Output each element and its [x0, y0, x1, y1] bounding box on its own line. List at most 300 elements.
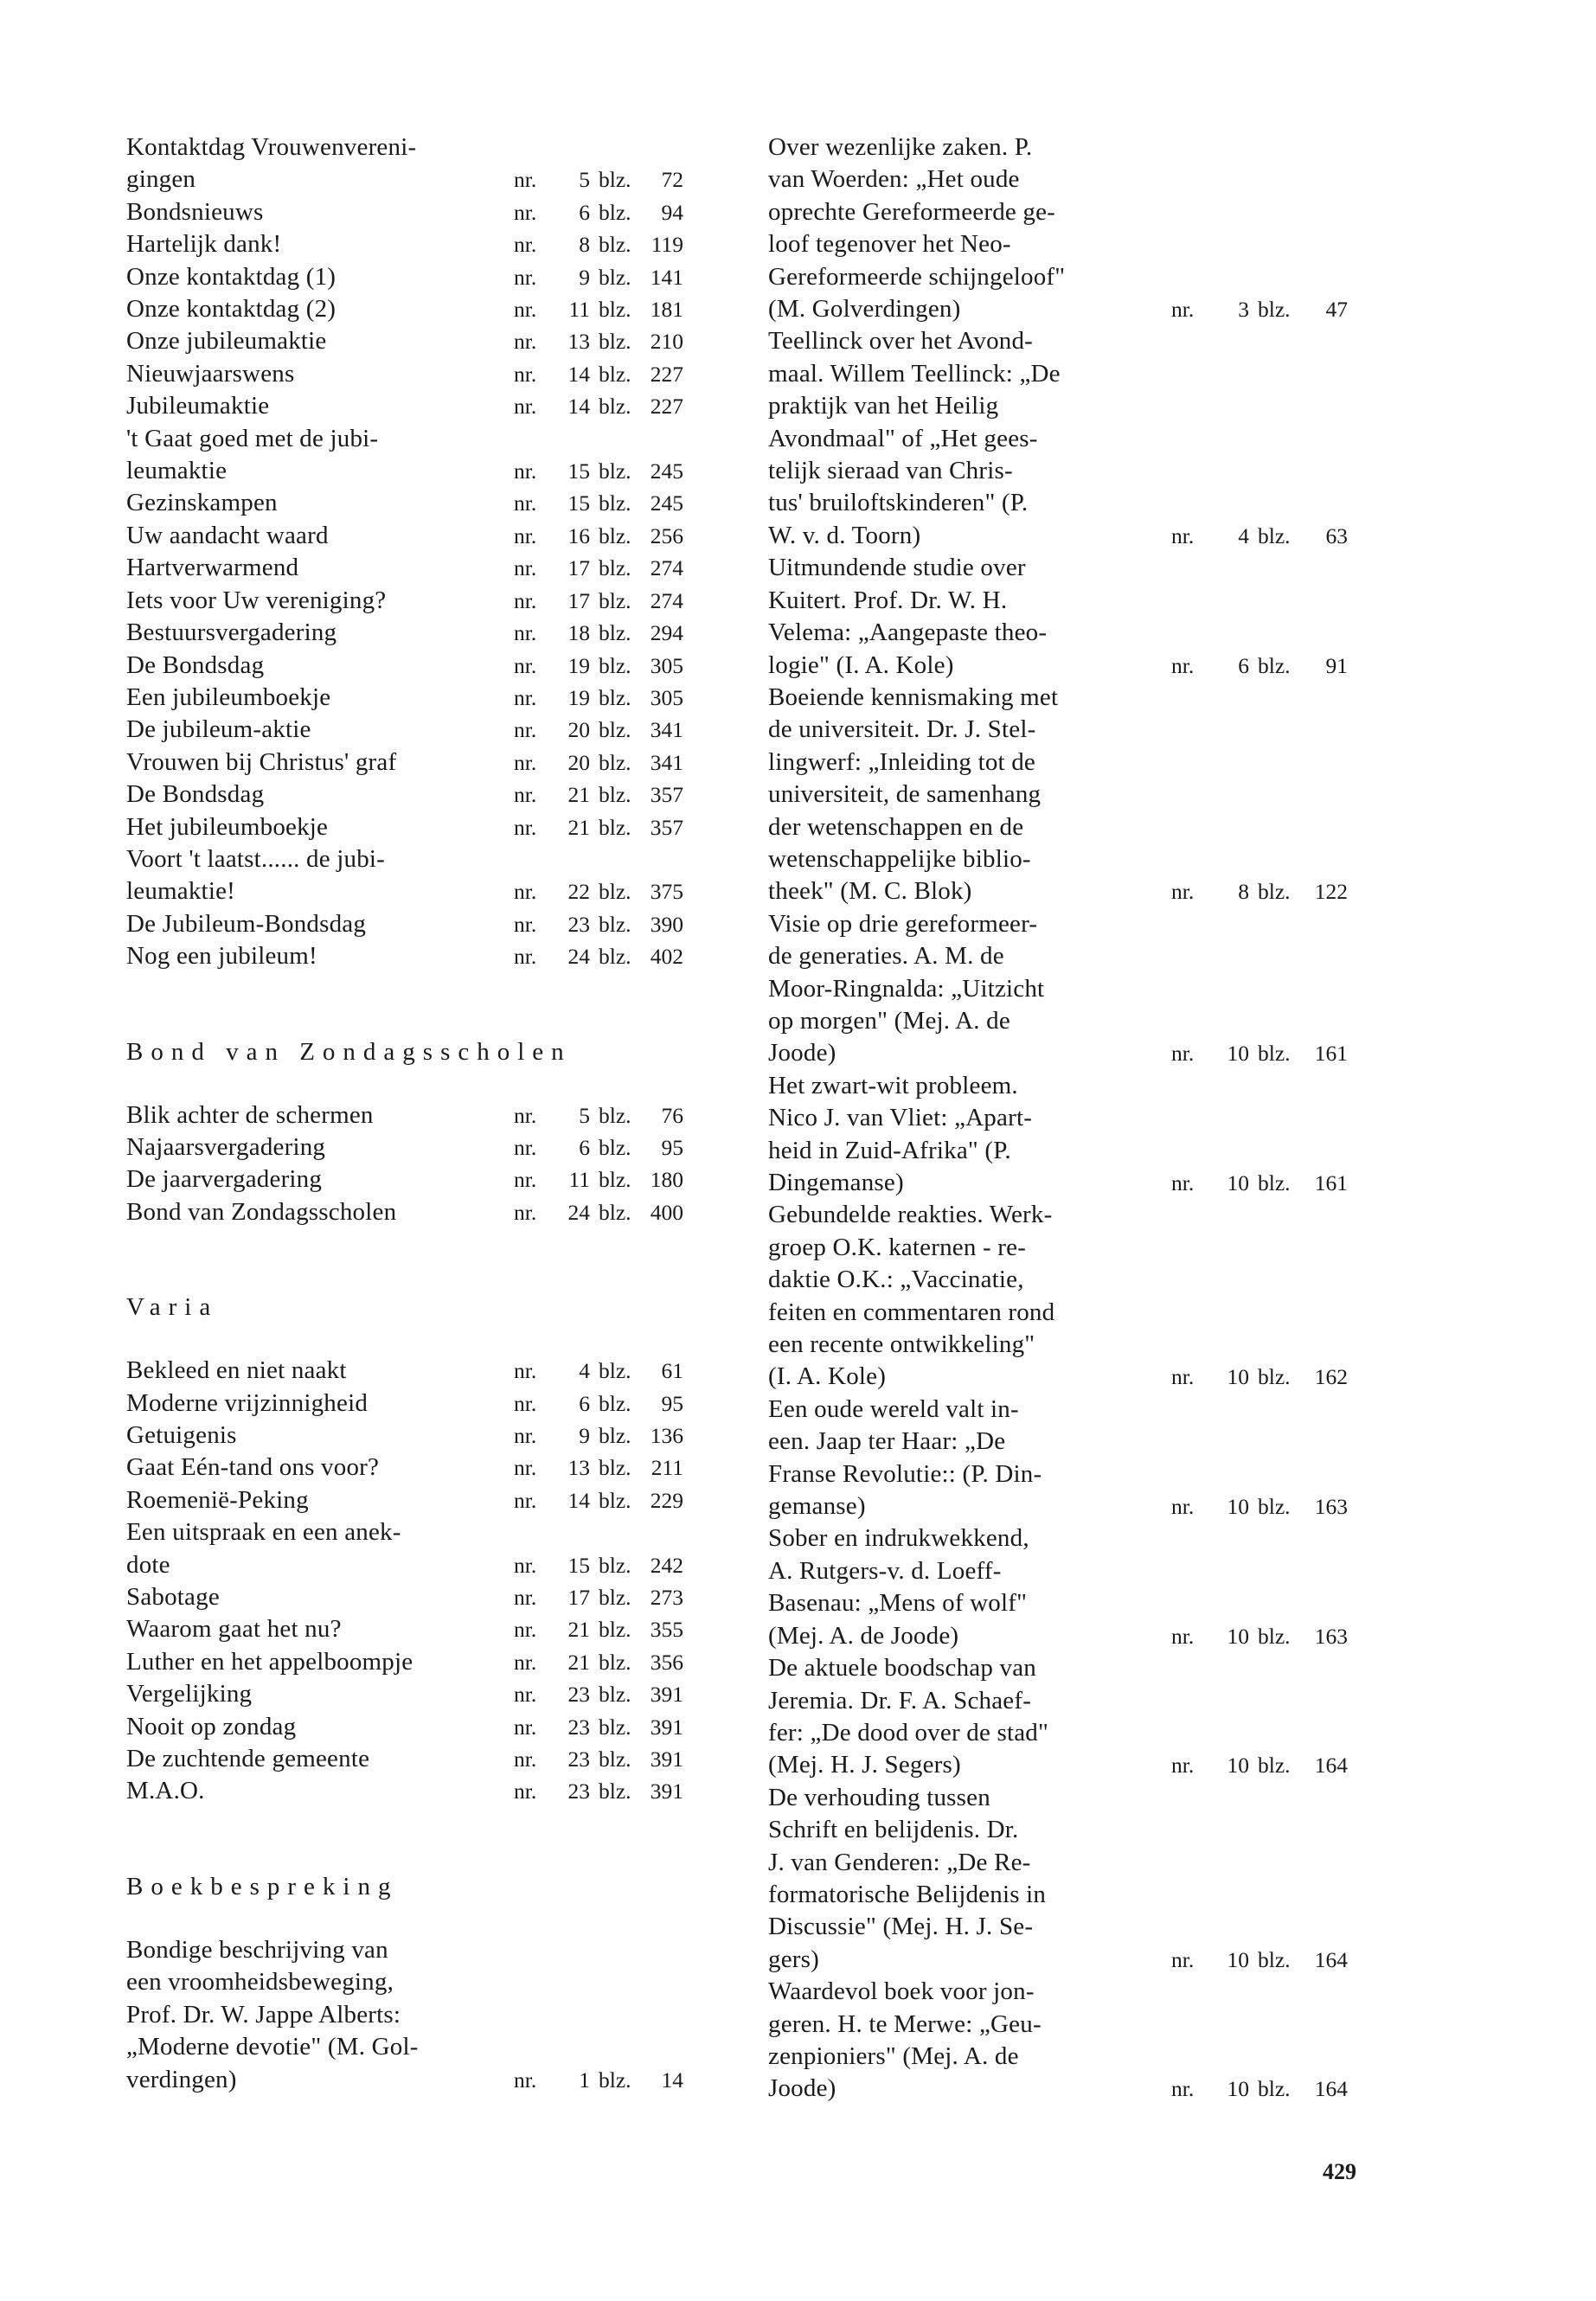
entry-title: Uitmundende studie over Kuitert. Prof. Dr. W. H. Velema: „Aangepaste theo- logie" (I. A. Kole) — [768, 554, 1048, 679]
page-ref: 162 — [1314, 1364, 1348, 1390]
entry-reference — [514, 358, 683, 390]
page-label: blz. — [599, 749, 631, 775]
entry-title: Waarom gaat het nu? — [126, 1615, 342, 1644]
issue-number: 23 — [567, 911, 590, 937]
issue-label: nr. — [1171, 652, 1195, 678]
page-ref: 256 — [650, 522, 683, 548]
issue-label: nr. — [1171, 879, 1195, 905]
issue-label: nr. — [514, 717, 537, 743]
issue-label: nr. — [514, 1487, 537, 1513]
page-ref: 91 — [1325, 652, 1348, 678]
entry-reference — [1171, 1167, 1348, 1199]
entry-reference — [514, 1613, 683, 1645]
index-entry — [768, 131, 1348, 325]
issue-number: 10 — [1227, 1170, 1249, 1195]
index-entry — [768, 1199, 1348, 1393]
entry-title: Nog een jubileum! — [126, 942, 317, 971]
entry-title: M.A.O. — [126, 1777, 205, 1805]
issue-label: nr. — [514, 1134, 537, 1160]
page-label: blz. — [1258, 1623, 1291, 1649]
page-ref: 94 — [661, 199, 683, 225]
entry-title: Onze jubileumaktie — [126, 327, 327, 356]
entry-reference — [514, 940, 683, 972]
entry-reference — [514, 552, 683, 584]
page-label: blz. — [599, 1102, 631, 1128]
page-ref: 341 — [650, 717, 683, 743]
issue-number: 18 — [567, 620, 590, 646]
issue-label: nr. — [514, 167, 537, 193]
entry-reference — [514, 1743, 683, 1775]
page-label: blz. — [1258, 297, 1291, 323]
entry-reference — [514, 228, 683, 260]
page-label: blz. — [599, 1134, 631, 1160]
issue-label: nr. — [514, 361, 537, 387]
index-entry — [126, 131, 683, 196]
page-label: blz. — [599, 1747, 631, 1772]
entry-title: Luther en het appelboompje — [126, 1647, 413, 1676]
entry-reference — [514, 1549, 683, 1581]
index-entry — [126, 747, 683, 779]
index-entry — [126, 1099, 683, 1131]
page-ref: 305 — [650, 652, 683, 678]
page-ref: 402 — [650, 944, 683, 970]
issue-number: 20 — [567, 717, 590, 743]
index-entry — [126, 908, 683, 940]
entry-reference — [514, 1452, 683, 1484]
issue-label: nr. — [514, 1682, 537, 1708]
entry-reference — [514, 908, 683, 940]
issue-label: nr. — [514, 458, 537, 484]
page-label: blz. — [599, 717, 631, 743]
entry-reference — [514, 1484, 683, 1516]
issue-number: 8 — [1238, 879, 1249, 905]
entry-reference — [514, 163, 683, 195]
index-entry — [126, 1388, 683, 1420]
index-entry — [126, 811, 683, 843]
page-ref: 227 — [650, 394, 683, 420]
page-label: blz. — [599, 555, 631, 581]
entry-title: Bestuursvergadering — [126, 619, 337, 647]
entry-title: Bondsnieuws — [126, 197, 264, 226]
entry-title: De jaarvergadering — [126, 1165, 323, 1194]
page-label: blz. — [599, 394, 631, 420]
page-label: blz. — [599, 329, 631, 355]
issue-label: nr. — [1171, 1170, 1195, 1195]
issue-label: nr. — [514, 1390, 537, 1416]
entry-reference — [514, 390, 683, 422]
page-ref: 119 — [651, 232, 683, 258]
entry-reference — [1171, 875, 1348, 907]
page-label: blz. — [599, 879, 631, 905]
index-entry — [768, 1522, 1348, 1652]
issue-label: nr. — [514, 782, 537, 808]
index-entry — [126, 1355, 683, 1387]
index-entry — [126, 423, 683, 488]
page-ref: 294 — [650, 620, 683, 646]
issue-label: nr. — [514, 879, 537, 905]
section-heading: Boekbespreking — [126, 1872, 399, 1900]
page-label: blz. — [599, 587, 631, 613]
issue-number: 10 — [1227, 1494, 1249, 1520]
page-ref: 391 — [650, 1779, 683, 1804]
page-ref: 141 — [650, 264, 683, 290]
issue-label: nr. — [1171, 1753, 1195, 1779]
entry-title: De Bondsdag — [126, 780, 265, 809]
entry-reference — [1171, 2073, 1348, 2105]
entry-reference — [1171, 293, 1348, 325]
index-entry — [126, 390, 683, 422]
page-ref: 375 — [650, 879, 683, 905]
issue-number: 10 — [1227, 1041, 1249, 1067]
entry-reference — [514, 1355, 683, 1387]
issue-label: nr. — [514, 522, 537, 548]
page-label: blz. — [599, 1390, 631, 1416]
issue-number: 9 — [579, 264, 590, 290]
issue-label: nr. — [514, 620, 537, 646]
left-column — [126, 131, 683, 2096]
issue-number: 19 — [567, 684, 590, 710]
entry-reference — [514, 650, 683, 682]
entry-reference — [514, 1581, 683, 1613]
issue-number: 14 — [567, 1487, 590, 1513]
entry-reference — [1171, 1620, 1348, 1652]
index-entry — [126, 1163, 683, 1195]
issue-label: nr. — [1171, 297, 1195, 323]
page-label: blz. — [1258, 2076, 1291, 2102]
page-label: blz. — [599, 652, 631, 678]
page-ref: 391 — [650, 1682, 683, 1708]
issue-number: 6 — [579, 1390, 590, 1416]
issue-label: nr. — [1171, 1623, 1195, 1649]
issue-number: 15 — [567, 458, 590, 484]
issue-label: nr. — [514, 1552, 537, 1578]
entry-title: Gaat Eén-tand ons voor? — [126, 1453, 380, 1482]
page-ref: 391 — [650, 1747, 683, 1772]
entry-title: Het zwart-wit probleem. Nico J. van Vliet: „Apart- heid in Zuid-Afrika" (P. Dingemanse) — [768, 1071, 1033, 1196]
entry-reference — [514, 875, 683, 907]
index-entry — [768, 682, 1348, 908]
entry-reference — [514, 682, 683, 714]
entry-reference — [1171, 650, 1348, 682]
page-ref: 163 — [1314, 1494, 1348, 1520]
index-entry — [768, 1976, 1348, 2106]
page-ref: 357 — [650, 782, 683, 808]
issue-label: nr. — [1171, 2076, 1195, 2102]
issue-number: 3 — [1238, 297, 1249, 323]
page-ref: 357 — [650, 814, 683, 840]
entry-title: De Jubileum-Bondsdag — [126, 909, 367, 938]
issue-label: nr. — [514, 264, 537, 290]
page-ref: 180 — [650, 1167, 683, 1193]
issue-number: 24 — [567, 944, 590, 970]
page-label: blz. — [1258, 1753, 1291, 1779]
page-ref: 76 — [661, 1102, 683, 1128]
issue-number: 10 — [1227, 1946, 1249, 1972]
entry-title: Hartverwarmend — [126, 554, 299, 582]
issue-number: 10 — [1227, 1623, 1249, 1649]
entry-title: Onze kontaktdag (1) — [126, 262, 337, 291]
page-ref: 164 — [1314, 2076, 1348, 2102]
entry-reference — [514, 1388, 683, 1420]
index-entry — [126, 714, 683, 746]
entry-title: Roemenië-Peking — [126, 1485, 309, 1514]
index-entry — [126, 1420, 683, 1452]
entry-reference — [514, 1131, 683, 1163]
page-ref: 229 — [650, 1487, 683, 1513]
index-entry — [126, 1711, 683, 1743]
issue-label: nr. — [514, 1585, 537, 1611]
entry-title: Jubileumaktie — [126, 392, 270, 420]
index-entry — [768, 1394, 1348, 1523]
entry-title: Boeiende kennismaking met de universiteit. Dr. J. Stel- lingwerf: „Inleiding tot de universiteit, de samenhang der wetenschappen en de wetenschappelijke biblio- theek" (M. C. Blok) — [768, 683, 1059, 906]
page-label: blz. — [1258, 1041, 1291, 1067]
page-ref: 245 — [650, 490, 683, 516]
issue-number: 14 — [567, 394, 590, 420]
issue-number: 17 — [567, 587, 590, 613]
issue-number: 1 — [579, 2067, 590, 2093]
entry-title: Bond van Zondagsscholen — [126, 1197, 397, 1226]
page-ref: 163 — [1314, 1623, 1348, 1649]
issue-number: 15 — [567, 490, 590, 516]
issue-label: nr. — [514, 1617, 537, 1643]
entry-reference — [514, 1646, 683, 1678]
entry-title: Voort 't laatst...... de jubi- leumaktie! — [126, 844, 386, 906]
page-label: blz. — [1258, 1170, 1291, 1195]
entry-reference — [1171, 1037, 1348, 1069]
issue-number: 23 — [567, 1779, 590, 1804]
issue-number: 16 — [567, 522, 590, 548]
page-label: blz. — [599, 1714, 631, 1740]
entry-reference — [1171, 1944, 1348, 1976]
page-label: blz. — [1258, 1946, 1291, 1972]
page-label: blz. — [599, 1617, 631, 1643]
index-entry — [126, 843, 683, 908]
issue-label: nr. — [514, 232, 537, 258]
page-ref: 391 — [650, 1714, 683, 1740]
entry-title: De zuchtende gemeente — [126, 1745, 370, 1773]
issue-number: 13 — [567, 329, 590, 355]
issue-label: nr. — [514, 1199, 537, 1225]
issue-number: 8 — [579, 232, 590, 258]
entry-title: De jubileum-aktie — [126, 715, 311, 744]
issue-number: 11 — [568, 1167, 590, 1193]
index-entry — [126, 940, 683, 972]
issue-label: nr. — [514, 1358, 537, 1384]
issue-number: 22 — [567, 879, 590, 905]
issue-label: nr. — [514, 911, 537, 937]
page-label: blz. — [599, 1358, 631, 1384]
index-entry — [126, 325, 683, 357]
issue-number: 23 — [567, 1747, 590, 1772]
issue-label: nr. — [514, 490, 537, 516]
index-entry — [126, 779, 683, 811]
issue-number: 15 — [567, 1552, 590, 1578]
issue-label: nr. — [514, 555, 537, 581]
entry-title: Najaarsvergadering — [126, 1132, 326, 1161]
index-entry — [126, 293, 683, 325]
page-label: blz. — [599, 814, 631, 840]
page-ref: 305 — [650, 684, 683, 710]
page-label: blz. — [1258, 652, 1291, 678]
entry-title: Een uitspraak en een anek- dote — [126, 1518, 401, 1579]
issue-label: nr. — [514, 1167, 537, 1193]
page-ref: 245 — [650, 458, 683, 484]
entry-reference — [514, 617, 683, 649]
entry-reference — [514, 779, 683, 811]
page-ref: 14 — [661, 2067, 683, 2093]
issue-label: nr. — [514, 199, 537, 225]
page-label: blz. — [599, 1649, 631, 1675]
entry-title: Hartelijk dank! — [126, 230, 282, 259]
issue-number: 20 — [567, 749, 590, 775]
index-entry — [126, 196, 683, 228]
page-label: blz. — [599, 1682, 631, 1708]
entry-title: Gebundelde reakties. Werk- groep O.K. katernen - re- daktie O.K.: „Vaccinatie, feiten en commentaren rond een recente ontwikkeling" (I. A. Kole) — [768, 1201, 1055, 1391]
page-label: blz. — [1258, 522, 1291, 548]
issue-number: 21 — [567, 782, 590, 808]
page-ref: 274 — [650, 587, 683, 613]
page-ref: 161 — [1314, 1041, 1348, 1067]
index-entry — [126, 520, 683, 552]
issue-label: nr. — [1171, 1041, 1195, 1067]
issue-number: 10 — [1227, 1364, 1249, 1390]
page-ref: 95 — [661, 1134, 683, 1160]
index-entry — [126, 1934, 683, 2096]
page-label: blz. — [599, 1167, 631, 1193]
entry-title: Waardevol boek voor jon- geren. H. te Merwe: „Geu- zenpioniers" (Mej. A. de Joode) — [768, 1977, 1042, 2103]
page-label: blz. — [599, 944, 631, 970]
page-ref: 95 — [661, 1390, 683, 1416]
entry-title: Getuigenis — [126, 1421, 237, 1449]
index-entry — [126, 1743, 683, 1775]
page-label: blz. — [599, 458, 631, 484]
entry-title: Over wezenlijke zaken. P. van Woerden: „Het oude oprechte Gereformeerde ge- loof tegenover het Neo- Gereformeerde schijngeloof" (M. Golverdingen) — [768, 133, 1066, 324]
entry-title: Onze kontaktdag (2) — [126, 295, 337, 324]
index-entry — [126, 552, 683, 584]
page-ref: 122 — [1314, 879, 1348, 905]
issue-label: nr. — [514, 329, 537, 355]
entry-title: Nooit op zondag — [126, 1712, 297, 1740]
index-entry — [126, 1613, 683, 1645]
index-entry — [126, 487, 683, 519]
entry-reference — [1171, 1749, 1348, 1781]
issue-number: 19 — [567, 652, 590, 678]
entry-reference — [514, 1163, 683, 1195]
entry-title: Vergelijking — [126, 1680, 253, 1708]
issue-number: 6 — [1238, 652, 1249, 678]
section-heading: Bond van Zondagsscholen — [126, 1037, 572, 1066]
issue-number: 5 — [579, 1102, 590, 1128]
page-ref: 356 — [650, 1649, 683, 1675]
index-entry — [126, 228, 683, 260]
page-label: blz. — [599, 2067, 631, 2093]
index-entry — [126, 1484, 683, 1516]
page-ref: 227 — [650, 361, 683, 387]
entry-title: Uw aandacht waard — [126, 521, 329, 549]
index-entry — [126, 1775, 683, 1807]
index-entry — [768, 552, 1348, 682]
issue-label: nr. — [514, 814, 537, 840]
entry-title: De Bondsdag — [126, 651, 265, 679]
entry-reference — [514, 487, 683, 519]
issue-label: nr. — [514, 749, 537, 775]
page-label: blz. — [599, 167, 631, 193]
issue-number: 11 — [568, 297, 590, 323]
issue-number: 21 — [567, 1649, 590, 1675]
entry-title: Nieuwjaarswens — [126, 359, 295, 388]
entry-title: Een jubileumboekje — [126, 683, 331, 711]
page-label: blz. — [599, 232, 631, 258]
page-ref: 61 — [661, 1358, 683, 1384]
entry-reference — [514, 325, 683, 357]
page-ref: 72 — [661, 167, 683, 193]
page-ref: 136 — [650, 1423, 683, 1448]
entry-reference — [514, 811, 683, 843]
issue-label: nr. — [514, 297, 537, 323]
entry-title: Het jubileumboekje — [126, 812, 329, 841]
page-ref: 161 — [1314, 1170, 1348, 1195]
index-entry — [126, 585, 683, 617]
entry-title: De verhouding tussen Schrift en belijdenis. Dr. J. van Genderen: „De Re- formatorische Belijdenis in Discussie" (Mej. H. J. Se- gers) — [768, 1783, 1047, 1973]
page-ref: 355 — [650, 1617, 683, 1643]
entry-title: Gezinskampen — [126, 489, 278, 517]
index-entry — [126, 261, 683, 293]
issue-number: 6 — [579, 1134, 590, 1160]
issue-number: 10 — [1227, 1753, 1249, 1779]
page-label: blz. — [599, 1552, 631, 1578]
index-entry — [126, 1581, 683, 1613]
issue-label: nr. — [1171, 1946, 1195, 1972]
page-ref: 211 — [651, 1455, 683, 1481]
index-entry — [126, 1131, 683, 1163]
index-entry — [768, 908, 1348, 1070]
page-label: blz. — [599, 620, 631, 646]
page-label: blz. — [599, 522, 631, 548]
issue-label: nr. — [514, 587, 537, 613]
entry-title: Blik achter de schermen — [126, 1100, 374, 1129]
issue-label: nr. — [514, 394, 537, 420]
issue-number: 14 — [567, 361, 590, 387]
index-entry — [768, 1070, 1348, 1200]
index-entry — [126, 358, 683, 390]
page-ref: 274 — [650, 555, 683, 581]
issue-number: 17 — [567, 1585, 590, 1611]
index-entry — [126, 1678, 683, 1710]
right-column — [768, 131, 1348, 2106]
issue-label: nr. — [514, 1649, 537, 1675]
entry-title: Teellinck over het Avond- maal. Willem Teellinck: „De praktijk van het Heilig Avondmaal" of „Het gees- telijk sieraad van Chris- tus' bruiloftskinderen" (P. W. v. d. Toorn) — [768, 327, 1061, 549]
page-label: blz. — [599, 1487, 631, 1513]
page-ref: 63 — [1325, 522, 1348, 548]
entry-reference — [514, 261, 683, 293]
issue-number: 21 — [567, 814, 590, 840]
issue-label: nr. — [514, 1455, 537, 1481]
page-ref: 242 — [650, 1552, 683, 1578]
entry-reference — [514, 1678, 683, 1710]
index-entry — [126, 1646, 683, 1678]
entry-reference — [514, 196, 683, 228]
entry-title: Vrouwen bij Christus' graf — [126, 747, 397, 776]
issue-number: 24 — [567, 1199, 590, 1225]
page-ref: 47 — [1325, 297, 1348, 323]
index-entry — [768, 325, 1348, 552]
issue-label: nr. — [514, 1102, 537, 1128]
index-entry — [126, 650, 683, 682]
page-label: blz. — [599, 1455, 631, 1481]
issue-label: nr. — [1171, 1494, 1195, 1520]
entry-title: Kontaktdag Vrouwenvereni- gingen — [126, 133, 417, 194]
entry-reference — [514, 293, 683, 325]
